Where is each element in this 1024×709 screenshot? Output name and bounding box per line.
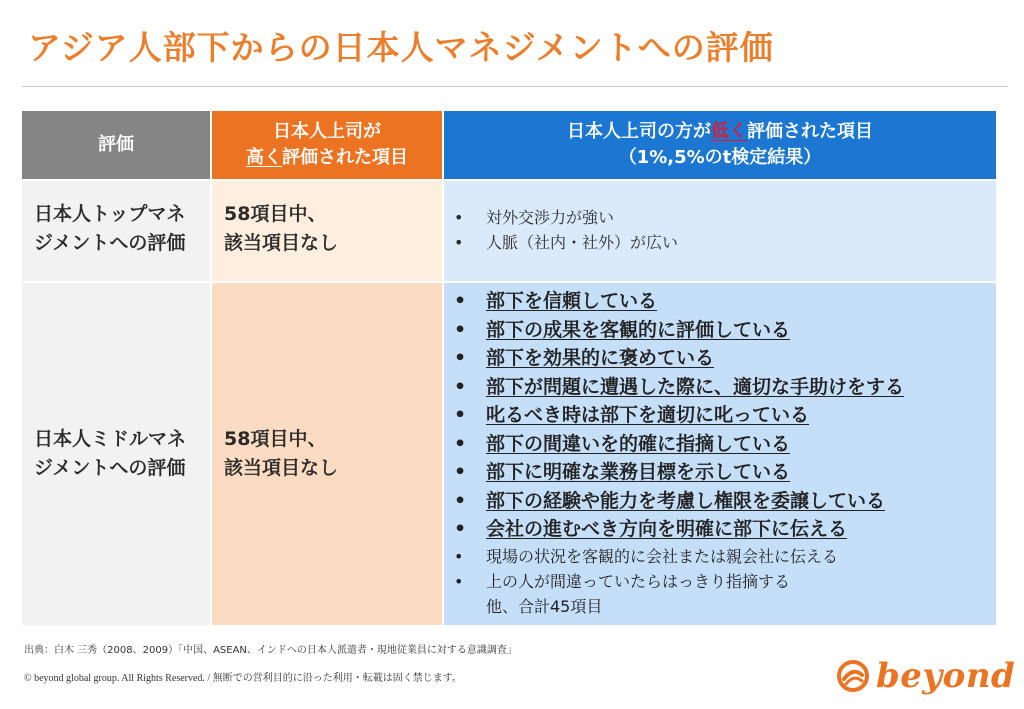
list-item: • 人脈（社内・社外）が広い: [454, 230, 678, 255]
header-rated-higher-emphasis: 高く: [246, 147, 282, 168]
header-rated-higher: [212, 111, 442, 179]
row-label-line2: ジメントへの評価: [34, 457, 186, 479]
row-top-management-higher-cell: [212, 181, 442, 281]
higher-value: [224, 425, 338, 483]
header-evaluation-label: 評価: [98, 134, 134, 155]
higher-value-line1: 58項目中、: [224, 428, 327, 450]
header-rated-lower-line1: [567, 119, 873, 145]
title-divider: [22, 86, 1008, 87]
row-label: [34, 425, 186, 483]
header-rated-lower-emphasis: 低く: [711, 121, 747, 142]
beyond-logo: [836, 656, 1015, 696]
list-item: • 対外交渉力が強い: [454, 205, 678, 230]
list-item: • 部下を信頼している: [454, 287, 904, 316]
header-rated-lower-pre: 日本人上司の方が: [567, 121, 711, 142]
header-rated-higher-rest: 評価された項目: [282, 147, 408, 168]
row-label: [34, 200, 185, 258]
header-rated-lower-line2: （1%,5%のt検定結果）: [618, 147, 822, 168]
lower-items-list: [454, 287, 904, 619]
lower-items-list: [454, 205, 678, 255]
header-evaluation: [22, 111, 210, 179]
row-label-line1: 日本人ミドルマネ: [34, 428, 187, 450]
row-top-management-lower-cell: [444, 181, 996, 281]
row-middle-management-label-cell: [22, 283, 210, 625]
row-top-management-label-cell: [22, 181, 210, 281]
list-item: • 部下に明確な業務目標を示している: [454, 458, 904, 487]
higher-value-line1: 58項目中、: [224, 203, 327, 225]
header-rated-higher-line1: 日本人上司が: [273, 121, 381, 142]
list-item: • 上の人が間違っていたらはっきり指摘する: [454, 569, 904, 594]
list-item: • 部下の成果を客観的に評価している: [454, 316, 904, 345]
row-middle-management-lower-cell: [444, 283, 996, 625]
header-rated-lower-post: 評価された項目: [747, 121, 873, 142]
list-item: • 現場の状況を客観的に会社または親会社に伝える: [454, 544, 904, 569]
page-title: アジア人部下からの日本人マネジメントへの評価: [28, 28, 774, 67]
list-item: • 部下を効果的に褒めている: [454, 344, 904, 373]
evaluation-table: [22, 111, 996, 625]
list-total: 他、合計45項目: [486, 596, 603, 616]
list-item: • 部下の経験や能力を考慮し権限を委譲している: [454, 487, 904, 516]
list-item: • 部下の間違いを的確に指摘している: [454, 430, 904, 459]
source-citation: 出典：白木 三秀（2008、2009）「中国、ASEAN、インドへの日本人派遣者・現地従業員に対する意識調査」: [24, 645, 517, 656]
higher-value-line2: 該当項目なし: [224, 457, 339, 479]
list-item: • 叱るべき時は部下を適切に叱っている: [454, 401, 904, 430]
header-rated-higher-line2: [246, 145, 408, 171]
list-item: • 会社の進むべき方向を明確に部下に伝える: [454, 515, 904, 544]
beyond-logo-text: beyond: [876, 656, 1016, 696]
header-rated-lower: [444, 111, 996, 179]
row-middle-management-higher-cell: [212, 283, 442, 625]
higher-value: [224, 200, 338, 258]
beyond-logo-icon: [836, 659, 870, 693]
list-item: • 部下が問題に遭遇した際に、適切な手助けをする: [454, 373, 904, 402]
higher-value-line2: 該当項目なし: [224, 232, 339, 254]
copyright-notice: © beyond global group. All Rights Reserved. / 無断での営利目的に沿った利用・転載は固く禁じます。: [24, 673, 462, 684]
row-label-line1: 日本人トップマネ: [34, 203, 186, 225]
row-label-line2: ジメントへの評価: [34, 232, 186, 254]
